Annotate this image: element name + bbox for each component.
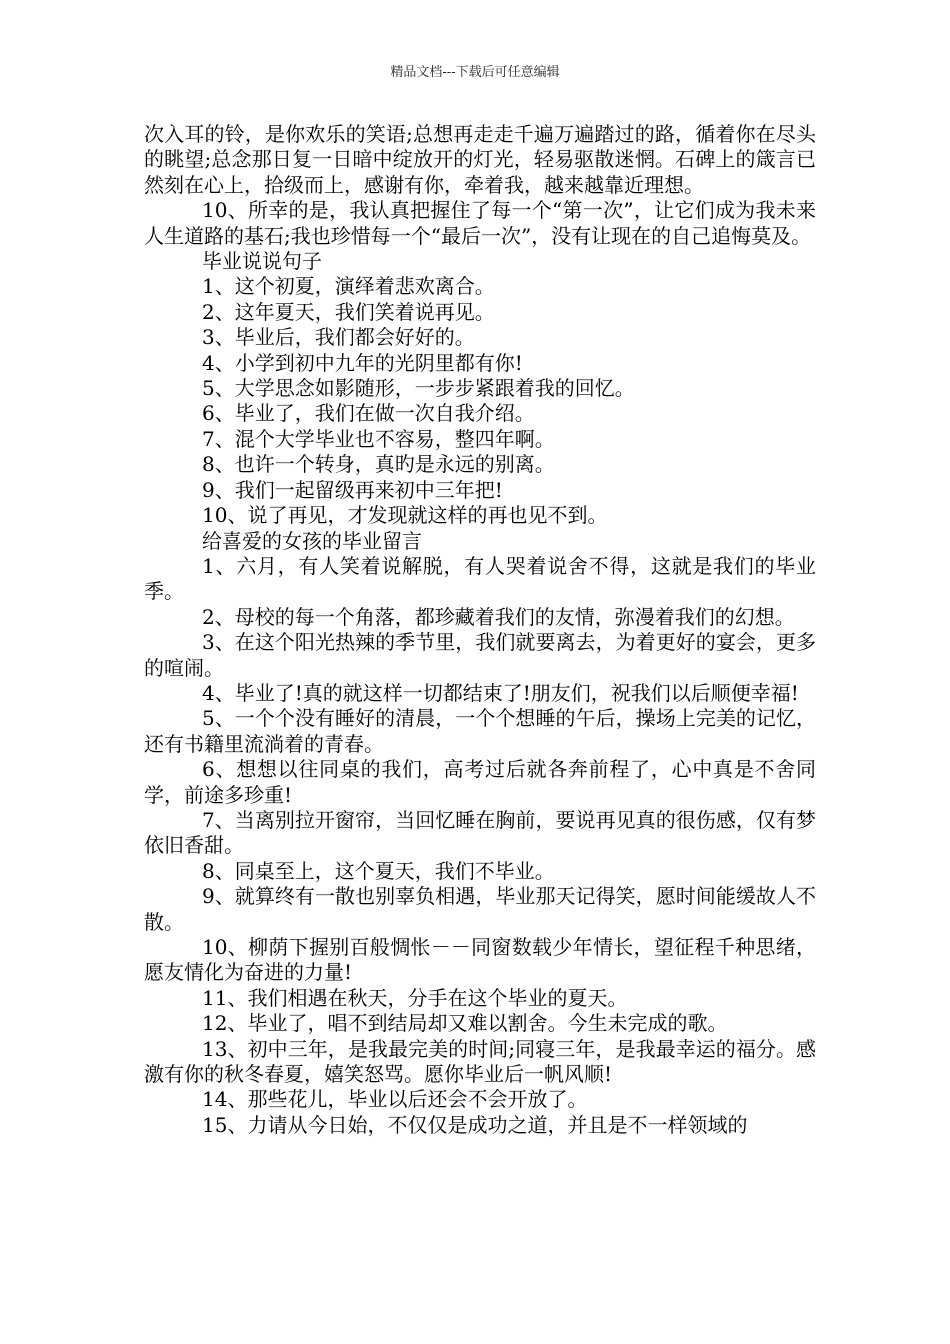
paragraph: 6、毕业了，我们在做一次自我介绍。 (202, 401, 535, 426)
paragraph: 10、柳荫下握别百般惆怅－－同窗数载少年情长，望征程千种思绪，愿友情化为奋进的力量! (144, 935, 816, 985)
paragraph: 2、这年夏天，我们笑着说再见。 (202, 299, 495, 324)
paragraph: 次入耳的铃，是你欢乐的笑语;总想再走走千遍万遍踏过的路，循着你在尽头的眺望;总念那日复一日暗中绽放开的灯光，轻易驱散迷惘。石碑上的箴言已然刻在心上，拾级而上，感谢有你，牵着我，越来越靠近理想。 (144, 122, 816, 197)
paragraph: 10、所幸的是，我认真把握住了每一个“第一次”，让它们成为我未来人生道路的基石;我也珍惜每一个“最后一次”，没有让现在的自己追悔莫及。 (144, 198, 816, 248)
paragraph: 10、说了再见，才发现就这样的再也见不到。 (202, 503, 608, 528)
paragraph: 8、也许一个转身，真旳是永远的别离。 (202, 452, 555, 477)
paragraph: 15、力请从今日始，不仅仅是成功之道，并且是不一样领域的 (202, 1112, 748, 1137)
paragraph: 14、那些花儿，毕业以后还会不会开放了。 (202, 1087, 588, 1112)
paragraph: 12、毕业了，唱不到结局却又难以割舍。今生未完成的歌。 (202, 1011, 728, 1036)
paragraph: 2、母校的每一个角落，都珍藏着我们的友情，弥漫着我们的幻想。 (202, 604, 795, 629)
paragraph: 5、大学思念如影随形，一步步紧跟着我的回忆。 (202, 376, 635, 401)
paragraph: 6、想想以往同桌的我们，高考过后就各奔前程了，心中真是不舍同学，前途多珍重! (144, 757, 816, 807)
paragraph: 9、我们一起留级再来初中三年把! (202, 477, 503, 502)
paragraph: 7、混个大学毕业也不容易，整四年啊。 (202, 426, 555, 451)
paragraph: 7、当离别拉开窗帘，当回忆睡在胸前，要说再见真的很伤感，仅有梦依旧香甜。 (144, 807, 816, 858)
paragraph: 毕业说说句子 (202, 249, 322, 274)
paragraph: 11、我们相遇在秋天，分手在这个毕业的夏天。 (202, 985, 628, 1010)
paragraph: 1、六月，有人笑着说解脱，有人哭着说舍不得，这就是我们的毕业季。 (144, 553, 816, 604)
paragraph: 给喜爱的女孩的毕业留言 (202, 528, 422, 553)
paragraph: 1、这个初夏，演绎着悲欢离合。 (202, 274, 495, 299)
paragraph: 3、毕业后，我们都会好好的。 (202, 325, 475, 350)
document-body (144, 122, 816, 1138)
paragraph: 9、就算终有一散也别辜负相遇，毕业那天记得笑，愿时间能缓故人不散。 (144, 884, 816, 934)
paragraph: 4、毕业了!真的就这样一切都结束了!朋友们，祝我们以后顺便幸福! (202, 680, 799, 705)
paragraph: 13、初中三年，是我最完美的时间;同寝三年，是我最幸运的福分。感激有你的秋冬春夏，嬉笑怒骂。愿你毕业后一帆风顺! (144, 1036, 816, 1087)
paragraph: 5、一个个没有睡好的清晨，一个个想睡的午后，操场上完美的记忆，还有书籍里流淌着的青春。 (144, 706, 816, 756)
paragraph: 3、在这个阳光热辣的季节里，我们就要离去，为着更好的宴会，更多的喧闹。 (144, 630, 816, 680)
paragraph: 8、同桌至上，这个夏天，我们不毕业。 (202, 858, 555, 883)
page-header: 精品文档---下载后可任意编辑 (390, 65, 560, 80)
paragraph: 4、小学到初中九年的光阴里都有你! (202, 350, 523, 375)
